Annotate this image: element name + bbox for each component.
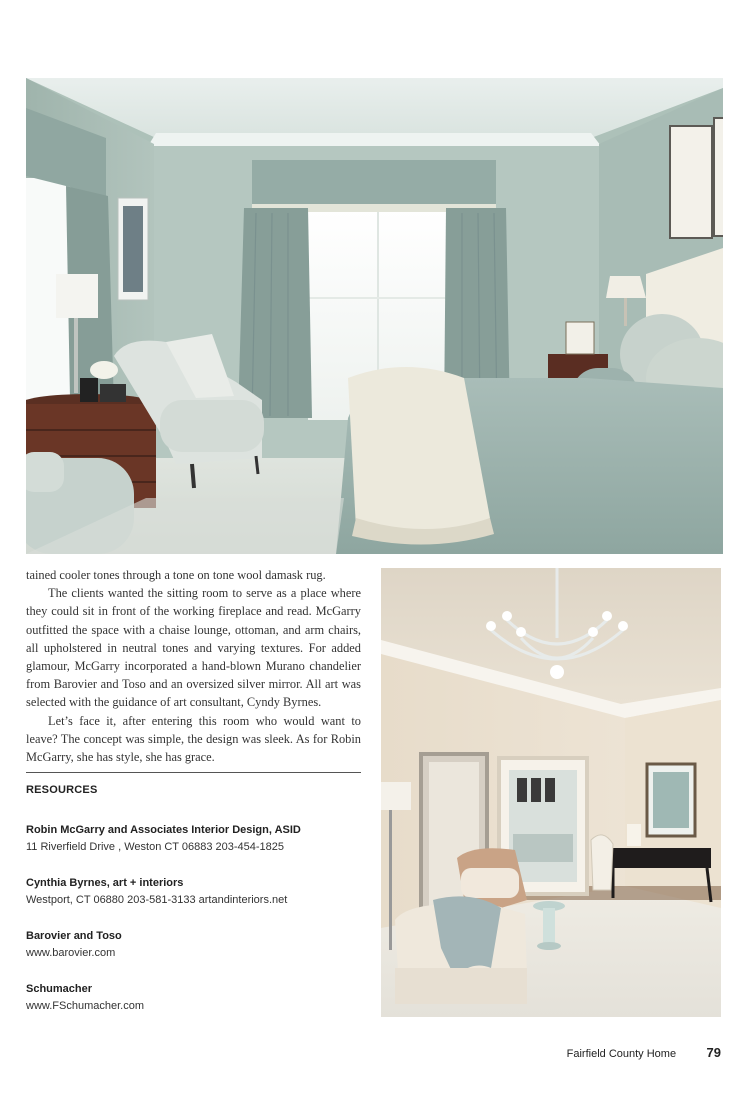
resource-link[interactable]: www.FSchumacher.com [26, 1000, 144, 1012]
resource-link[interactable]: www.barovier.com [26, 947, 116, 959]
resource-name: Barovier and Toso [26, 930, 122, 942]
divider [26, 772, 361, 773]
resources-section [26, 784, 361, 1034]
resource-detail: Westport, CT 06880 203-581-3133 artandinteriors.net [26, 894, 288, 906]
publication-name: Fairfield County Home [566, 1048, 677, 1060]
bedroom-photo [26, 78, 723, 554]
resource-name: Cynthia Byrnes, art + interiors [26, 877, 184, 889]
resource-detail: 11 Riverfield Drive , Weston CT 06883 203-454-1825 [26, 841, 285, 853]
resources-heading: RESOURCES [26, 784, 98, 796]
resource-entry [26, 928, 361, 962]
page-number: 79 [706, 1045, 721, 1060]
article-paragraph: tained cooler tones through a tone on tone wool damask rug. [26, 568, 326, 582]
sitting-room-photo [381, 568, 721, 1017]
page-footer [567, 1044, 721, 1062]
article-body [26, 566, 361, 766]
resource-entry [26, 822, 361, 856]
resource-entry [26, 875, 361, 909]
article-paragraph: The clients wanted the sitting room to serve as a place where they could sit in front of the working fireplace and read. McGarry outfitted the space with a chaise lounge, ottoman, and arm chairs, all upholstered in neutral tones and varying textures. For added glamour, McGarry incorporated a hand-blown Murano chandelier from Barovier and Toso and an oversized silver mirror. All art was selected with the guidance of art consultant, Cyndy Byrnes. [26, 586, 361, 710]
article-paragraph: Let’s face it, after entering this room who would want to leave? The concept was simple, the design was sleek. As for Robin McGarry, she has style, she has grace. [26, 713, 361, 765]
resource-name: Schumacher [26, 983, 93, 995]
resource-name: Robin McGarry and Associates Interior Design, ASID [26, 824, 301, 836]
resource-entry [26, 981, 361, 1015]
